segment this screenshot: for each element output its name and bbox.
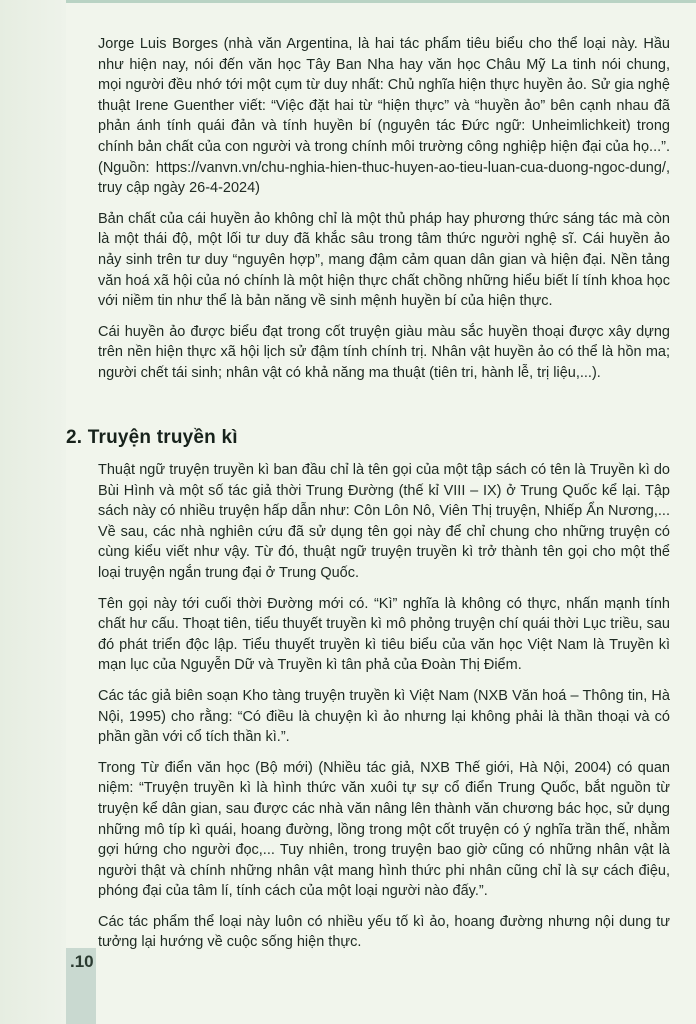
paragraph xyxy=(98,460,670,584)
text-run: Các tác giả biên soạn xyxy=(98,687,243,704)
page-top-edge xyxy=(0,0,696,3)
text-run: Tên gọi này tới cuối thời Đường mới có. “Kì” nghĩa là không có thực, nhấn mạnh tính chất hư cấu. Thoạt tiên, tiểu thuyết truyền kì mô phỏng truyện chí quái thời Lục triều, sau đó phát triển độc lập. Tiểu thuyết truyền kì tiêu biểu của văn học Việt Nam là xyxy=(98,595,670,653)
text-run: không chỉ là một thủ pháp hay phương thức sáng tác mà còn là một thái độ, một lối tư duy đã khắc sâu trong tâm thức người nghệ sĩ. xyxy=(98,210,670,248)
italic-text: Truyền kì xyxy=(589,462,650,478)
text-run: nảy sinh trên tư duy “nguyên hợp”, mang đậm cảm quan dân gian và hiện đại. Nền tảng văn hoá xã hội của nó chính là một hiện thực chất chồng những hiểu biết lí tính khoa học với niềm tin như thể là bản năng về sinh mệnh huyền bí của hiện thực. xyxy=(98,251,670,310)
text-run: của Đoàn Thị Điểm. xyxy=(389,657,522,674)
section-heading: 2. Truyện truyền kì xyxy=(66,427,238,448)
text-run: (NXB Văn hoá – Thông tin, Hà Nội, 1995) cho rằng: “Có điều là chuyện kì ảo nhưng lại không phải là thần thoại và có phần gần với cổ tích thần kì.”. xyxy=(98,687,670,746)
italic-text: Truyền kì tân phả xyxy=(277,657,390,674)
page-margin-strip xyxy=(0,0,66,1024)
italic-text: Kho tàng truyện truyền kì Việt Nam xyxy=(242,687,469,704)
paragraph xyxy=(98,594,670,676)
text-run: của Nguyễn Dữ và xyxy=(148,657,278,674)
section-2-body xyxy=(98,460,670,963)
italic-text: Truyền kì mạn lục xyxy=(98,636,670,674)
paragraph xyxy=(98,209,670,312)
text-run: ban đầu chỉ là tên gọi của một tập sách có tên là xyxy=(269,462,590,478)
paragraph xyxy=(98,322,670,384)
text-run: được biểu đạt trong cốt truyện giàu màu sắc huyền thoại được xây dựng trên nền hiện thực xã hội lịch sử đậm tính chính trị. Nhân vật huyền ảo có thể là hồn ma; người chết tái sinh; nhân vật có khả năng ma thuật (tiên tri, hành lễ, trị liệu,...). xyxy=(98,323,670,381)
paragraph xyxy=(98,34,670,199)
paragraph xyxy=(98,758,670,902)
text-run: Bản chất của xyxy=(98,210,188,227)
text-run: Jorge Luis Borges (nhà văn Argentina, là hai tác phẩm tiêu biểu cho thể loại này. Hầu như hiện nay, nói đến văn học Tây Ban Nha hay văn học Châu Mỹ La tinh nói chung, mọi người đều nhớ tới một cụm từ duy nhất: Chủ nghĩa hiện thực huyền ảo. Sử gia nghệ thuật Irene Guenther viết: “Việc đặt hai từ “hiện thực” và “huyền ảo” bên cạnh nhau đã phản ánh tính quái đản và tính huyền bí (nguyên tác Đức ngữ: Unheimlichkeit) trong chính bản chất của con người và trong chính môi trường công nghiệp hiện đại của họ...”. (Nguồn: https://vanvn.vn/chu-nghia-hien-thuc-huyen-ao-tieu-luan-cua-duong-ngoc-dung/, truy cập ngày 26-4-2024) xyxy=(98,36,670,197)
italic-text: truyện truyền kì xyxy=(169,462,270,478)
italic-text: Cái huyền ảo xyxy=(582,231,670,248)
text-run: Các tác phẩm thể loại này luôn có nhiều yếu tố kì ảo, hoang đường nhưng nội dung tư tưởng lại hướng về cuộc sống hiện thực. xyxy=(98,913,670,951)
text-run: Thuật ngữ xyxy=(98,462,170,478)
text-run: (Nhiều tác giả, NXB Thế giới, Hà Nội, 2004) có quan niệm: “Truyện truyền kì là hình thức văn xuôi tự sự cổ điển Trung Quốc, bắt nguồn từ truyện kể dân gian, sau được các nhà văn nâng lên thành văn chương bác học, sử dụng những mô típ kì quái, hoang đường, lồng trong một cốt truyện có ý nghĩa trần thế, nhằm gợi hứng cho người đọc,... Tuy nhiên, trong truyện bao giờ cũng có những nhân vật là người thật và chính những nhân vật mang hình thức phi nhân cũng chỉ là sự cách điệu, phóng đại của tâm lí, tính cách của một loại người nào đấy.”. xyxy=(98,759,670,900)
text-run: trở thành tên gọi cho một thể loại truyện ngắn trung đại ở Trung Quốc. xyxy=(98,544,670,581)
page-number: .10 xyxy=(70,952,94,971)
text-run: ,... Về sau, các nhà nghiên cứu đã sử dụng tên gọi này để chỉ chung cho những truyện có cùng kiểu viết như vậy. Từ đó, thuật ngữ xyxy=(98,503,670,561)
text-run: Trong xyxy=(98,759,141,776)
italic-text: cái huyền ảo xyxy=(187,210,271,227)
italic-text: Cái huyền ảo xyxy=(98,323,186,340)
paragraph xyxy=(98,912,670,953)
paragraph xyxy=(98,686,670,748)
italic-text: truyện truyền kì xyxy=(371,544,474,561)
italic-text: Từ điển văn học (Bộ mới) xyxy=(140,759,313,776)
text-run: do Bùi Hình và một số tác giả thời Trung Đường (thế kỉ VIII – IX) ở Trung Quốc kể lại. Tập sách này có nhiều truyện hấp dẫn như: xyxy=(98,462,670,520)
italic-text: Côn Lôn Nô, Viên Thị truyện, Nhiếp Ẩn Nương xyxy=(353,503,654,520)
intro-block xyxy=(98,34,670,394)
